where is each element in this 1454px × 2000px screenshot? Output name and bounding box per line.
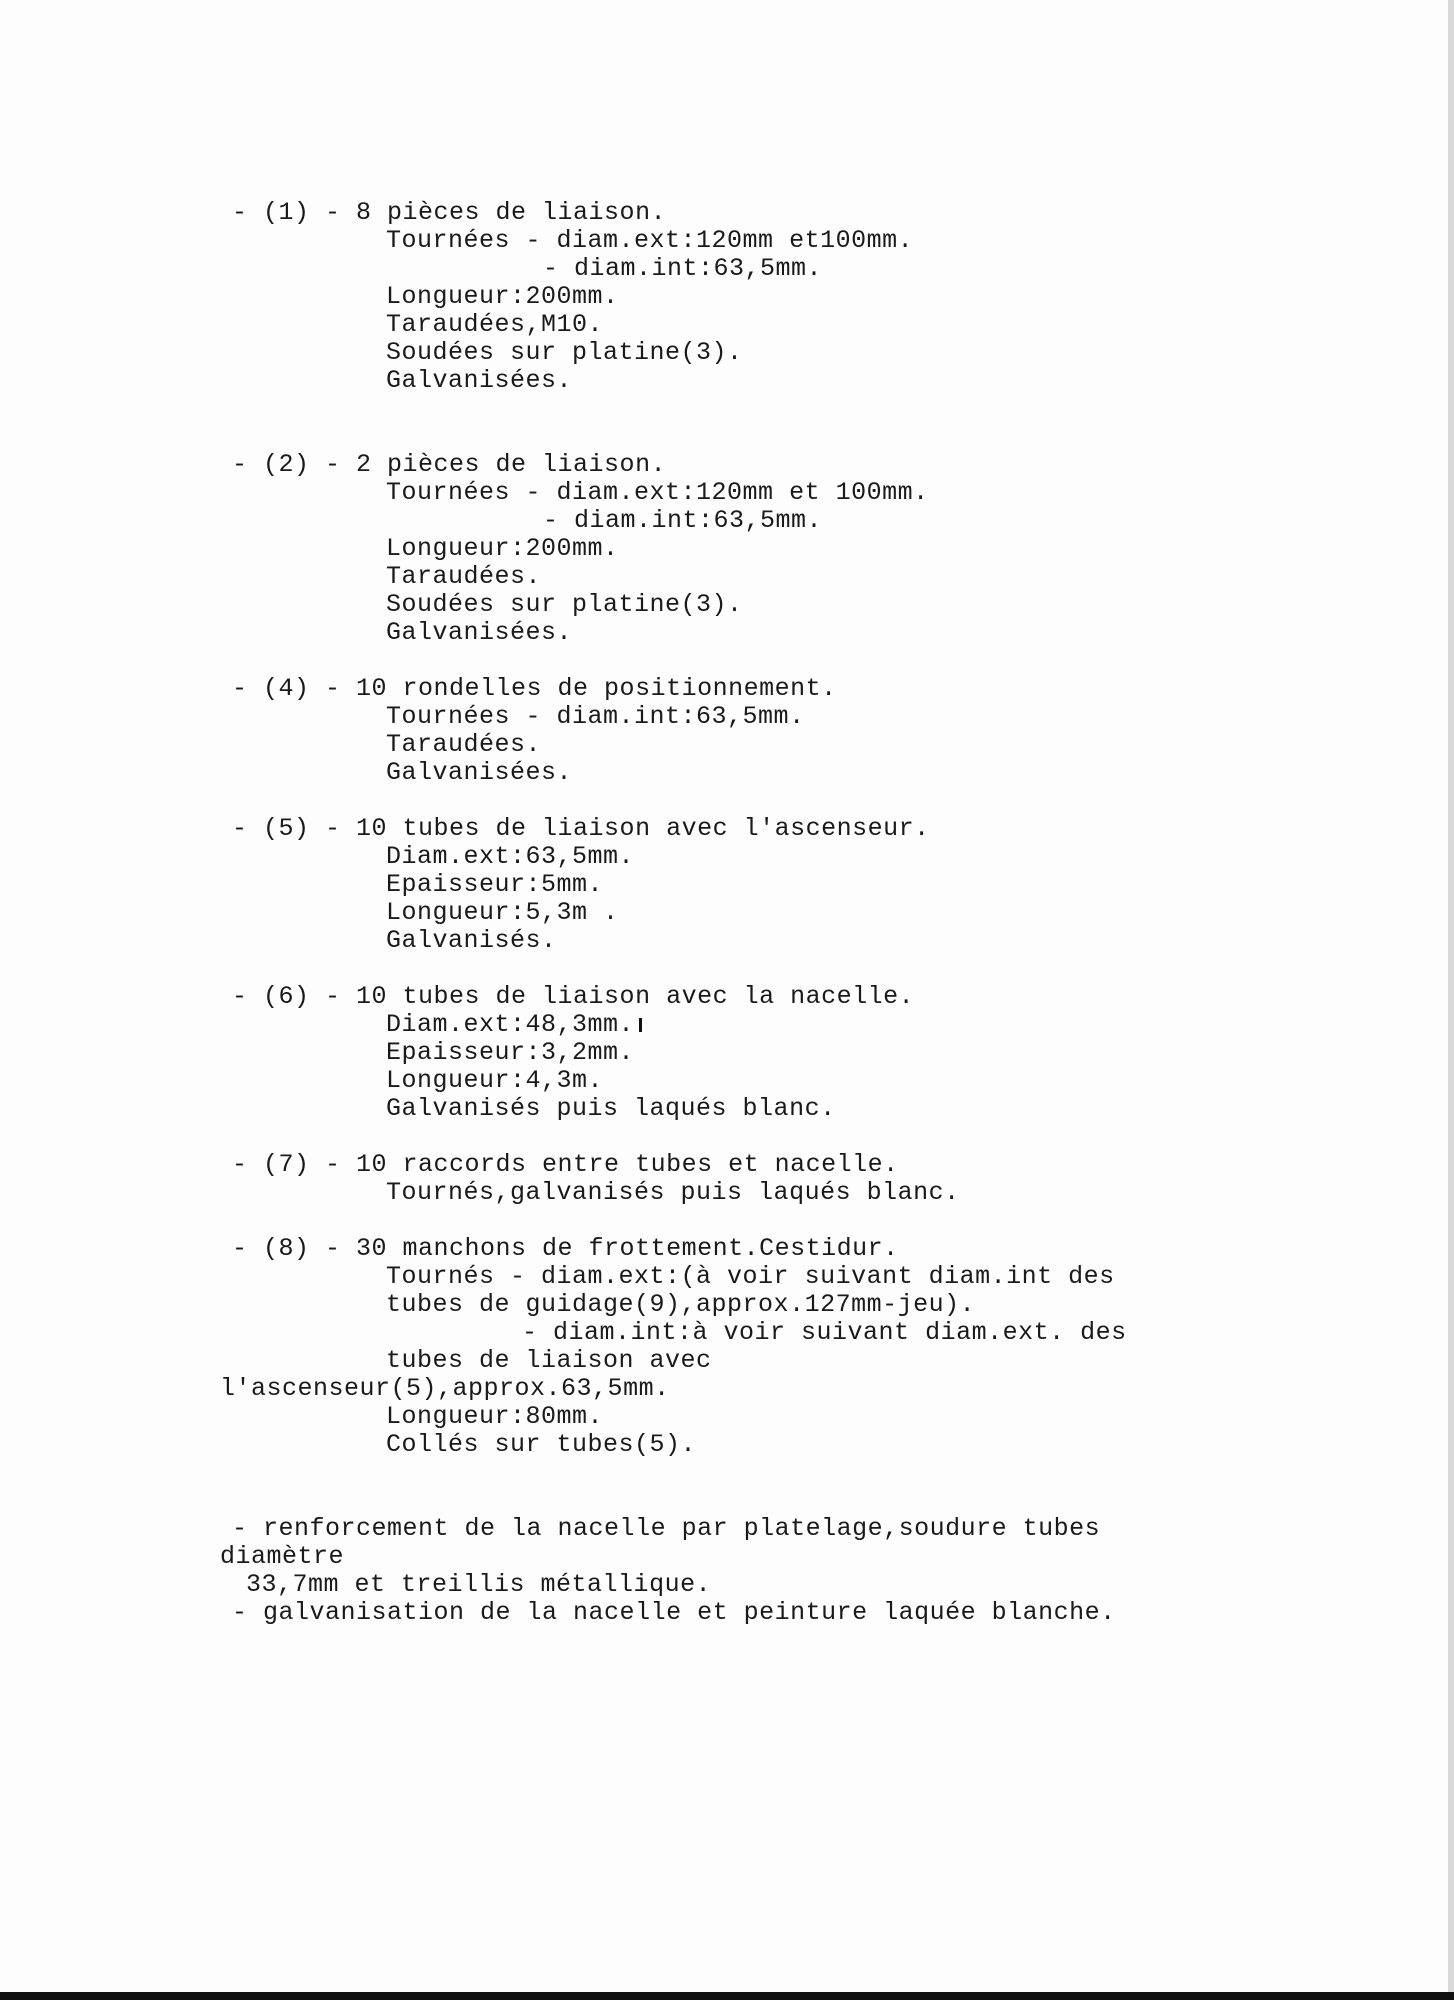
item-2-line: - diam.int:63,5mm. bbox=[543, 506, 823, 535]
item-5-heading: - (5) - 10 tubes de liaison avec l'ascenseur. bbox=[232, 814, 930, 843]
scan-edge-right bbox=[1448, 0, 1454, 2000]
item-6-heading: - (6) - 10 tubes de liaison avec la nacelle. bbox=[232, 982, 915, 1011]
item-1-heading: - (1) - 8 pièces de liaison. bbox=[232, 198, 667, 227]
scan-edge-bottom bbox=[0, 1992, 1454, 2000]
item-8-line: tubes de guidage(9),approx.127mm-jeu). bbox=[386, 1290, 976, 1319]
item-8-line: Collés sur tubes(5). bbox=[386, 1430, 697, 1459]
item-1-line: Soudées sur platine(3). bbox=[386, 338, 743, 367]
note-reinforcement: - renforcement de la nacelle par platelage,soudure tubes bbox=[232, 1514, 1101, 1543]
item-2-line: Tournées - diam.ext:120mm et 100mm. bbox=[386, 478, 929, 507]
item-8-line: Longueur:80mm. bbox=[386, 1402, 604, 1431]
item-7-heading: - (7) - 10 raccords entre tubes et nacelle. bbox=[232, 1150, 899, 1179]
item-8-heading: - (8) - 30 manchons de frottement.Cestidur. bbox=[232, 1234, 899, 1263]
item-1-line: - diam.int:63,5mm. bbox=[543, 254, 823, 283]
item-7-line: Tournés,galvanisés puis laqués blanc. bbox=[386, 1178, 960, 1207]
note-reinforcement-cont: 33,7mm et treillis métallique. bbox=[246, 1570, 712, 1599]
item-2-line: Taraudées. bbox=[386, 562, 542, 591]
item-1-line: Tournées - diam.ext:120mm et100mm. bbox=[386, 226, 914, 255]
item-1-line: Longueur:200mm. bbox=[386, 282, 619, 311]
item-4-line: Taraudées. bbox=[386, 730, 542, 759]
item-1-line: Taraudées,M10. bbox=[386, 310, 604, 339]
note-reinforcement-cont: diamètre bbox=[220, 1542, 345, 1571]
item-8-line: tubes de liaison avec bbox=[386, 1346, 712, 1375]
note-galvanisation: - galvanisation de la nacelle et peinture laquée blanche. bbox=[232, 1598, 1116, 1627]
item-6-line: Longueur:4,3m. bbox=[386, 1066, 604, 1095]
item-2-line: Longueur:200mm. bbox=[386, 534, 619, 563]
item-5-line: Galvanisés. bbox=[386, 926, 557, 955]
cursor-mark bbox=[639, 1018, 642, 1032]
item-8-line: - diam.int:à voir suivant diam.ext. des bbox=[522, 1318, 1127, 1347]
item-4-line: Galvanisées. bbox=[386, 758, 573, 787]
item-2-line: Soudées sur platine(3). bbox=[386, 590, 743, 619]
item-1-line: Galvanisées. bbox=[386, 366, 573, 395]
item-2-heading: - (2) - 2 pièces de liaison. bbox=[232, 450, 667, 479]
item-4-line: Tournées - diam.int:63,5mm. bbox=[386, 702, 805, 731]
item-6-line: Diam.ext:48,3mm. bbox=[386, 1011, 642, 1039]
item-6-line: Galvanisés puis laqués blanc. bbox=[386, 1094, 836, 1123]
item-6-line: Epaisseur:3,2mm. bbox=[386, 1038, 635, 1067]
item-5-line: Diam.ext:63,5mm. bbox=[386, 842, 635, 871]
item-5-line: Epaisseur:5mm. bbox=[386, 870, 604, 899]
item-2-line: Galvanisées. bbox=[386, 618, 573, 647]
item-8-line: Tournés - diam.ext:(à voir suivant diam.int des bbox=[386, 1262, 1115, 1291]
item-5-line: Longueur:5,3m . bbox=[386, 898, 619, 927]
item-4-heading: - (4) - 10 rondelles de positionnement. bbox=[232, 674, 837, 703]
item-8-line: l'ascenseur(5),approx.63,5mm. bbox=[220, 1374, 670, 1403]
